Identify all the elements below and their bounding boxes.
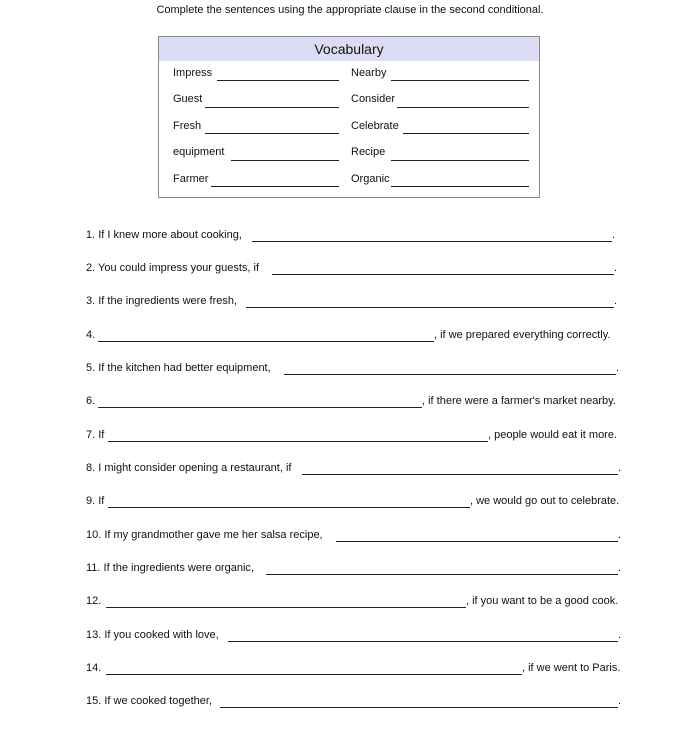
exercise-prompt: 10. If my grandmother gave me her salsa recipe, (86, 529, 323, 541)
vocabulary-box (158, 36, 540, 198)
exercise-item (86, 394, 626, 414)
vocab-blank[interactable] (205, 107, 339, 108)
answer-line[interactable] (272, 274, 614, 275)
exercise-item (86, 561, 626, 581)
exercise-ending: . (614, 295, 618, 307)
exercise-item (86, 328, 626, 348)
vocab-word: Fresh (173, 119, 202, 132)
exercise-ending: , if there were a farmer's market nearby. (422, 395, 616, 407)
vocab-word: Organic (351, 172, 390, 185)
exercise-ending: , if we prepared everything correctly. (434, 329, 611, 341)
exercise-item (86, 494, 626, 514)
exercise-prompt: 9. If (86, 495, 105, 507)
exercise-item (86, 294, 626, 314)
vocab-word: Consider (351, 93, 396, 106)
exercise-prompt: 7. If (86, 429, 105, 441)
exercise-item (86, 361, 626, 381)
exercise-ending: , we would go out to celebrate. (470, 495, 620, 507)
answer-line[interactable] (108, 441, 488, 442)
answer-line[interactable] (220, 707, 618, 708)
exercise-ending: . (618, 562, 622, 574)
exercise-item (86, 661, 626, 681)
exercise-ending: . (614, 262, 618, 274)
vocab-blank[interactable] (205, 133, 339, 134)
answer-line[interactable] (98, 341, 434, 342)
exercise-prompt: 14. (86, 662, 102, 674)
answer-line[interactable] (266, 574, 618, 575)
answer-line[interactable] (106, 674, 522, 675)
exercise-prompt: 1. If I knew more about cooking, (86, 229, 242, 241)
exercise-prompt: 6. (86, 395, 96, 407)
exercise-prompt: 5. If the kitchen had better equipment, (86, 362, 271, 374)
exercise-prompt: 4. (86, 329, 96, 341)
exercise-item (86, 628, 626, 648)
exercise-item (86, 694, 626, 714)
answer-line[interactable] (228, 641, 618, 642)
exercise-ending: . (618, 629, 622, 641)
exercise-prompt: 2. You could impress your guests, if (86, 262, 260, 274)
vocab-word: Guest (173, 93, 203, 106)
answer-line[interactable] (98, 407, 422, 408)
vocab-word: Celebrate (351, 119, 399, 132)
vocab-blank[interactable] (217, 80, 339, 81)
exercise-item (86, 461, 626, 481)
exercise-prompt: 11. If the ingredients were organic, (86, 562, 254, 574)
exercise-item (86, 228, 626, 248)
vocab-blank[interactable] (391, 80, 529, 81)
vocab-word: equipment (173, 146, 225, 159)
exercise-ending: , if you want to be a good cook. (466, 595, 619, 607)
exercise-ending: . (612, 229, 616, 241)
answer-line[interactable] (106, 607, 466, 608)
exercise-ending: . (618, 695, 622, 707)
vocab-blank[interactable] (397, 107, 529, 108)
exercise-item (86, 428, 626, 448)
exercise-ending: , if we went to Paris. (522, 662, 621, 674)
answer-line[interactable] (336, 541, 618, 542)
vocab-blank[interactable] (211, 186, 339, 187)
exercise-item (86, 594, 626, 614)
exercise-ending: . (616, 362, 620, 374)
exercise-prompt: 15. If we cooked together, (86, 695, 212, 707)
instructions-text: Complete the sentences using the appropriate clause in the second conditional. (156, 4, 544, 16)
answer-line[interactable] (284, 374, 616, 375)
vocab-blank[interactable] (391, 160, 529, 161)
exercise-ending: . (618, 529, 622, 541)
vocab-blank[interactable] (403, 133, 529, 134)
answer-line[interactable] (108, 507, 470, 508)
vocabulary-title: Vocabulary (159, 37, 539, 61)
exercise-ending: . (618, 462, 622, 474)
answer-line[interactable] (246, 307, 614, 308)
vocab-word: Nearby (351, 67, 387, 79)
exercise-item (86, 528, 626, 548)
vocab-word: Farmer (173, 172, 209, 185)
vocab-word: Recipe (351, 146, 386, 159)
vocab-word: Impress (173, 67, 213, 79)
vocab-blank[interactable] (391, 186, 529, 187)
answer-line[interactable] (302, 474, 618, 475)
vocab-blank[interactable] (231, 160, 339, 161)
exercise-item (86, 261, 626, 281)
exercise-ending: , people would eat it more. (488, 429, 618, 441)
answer-line[interactable] (252, 241, 612, 242)
exercise-prompt: 13. If you cooked with love, (86, 629, 219, 641)
exercise-prompt: 12. (86, 595, 102, 607)
exercise-prompt: 3. If the ingredients were fresh, (86, 295, 238, 307)
exercise-prompt: 8. I might consider opening a restaurant, if (86, 462, 292, 474)
